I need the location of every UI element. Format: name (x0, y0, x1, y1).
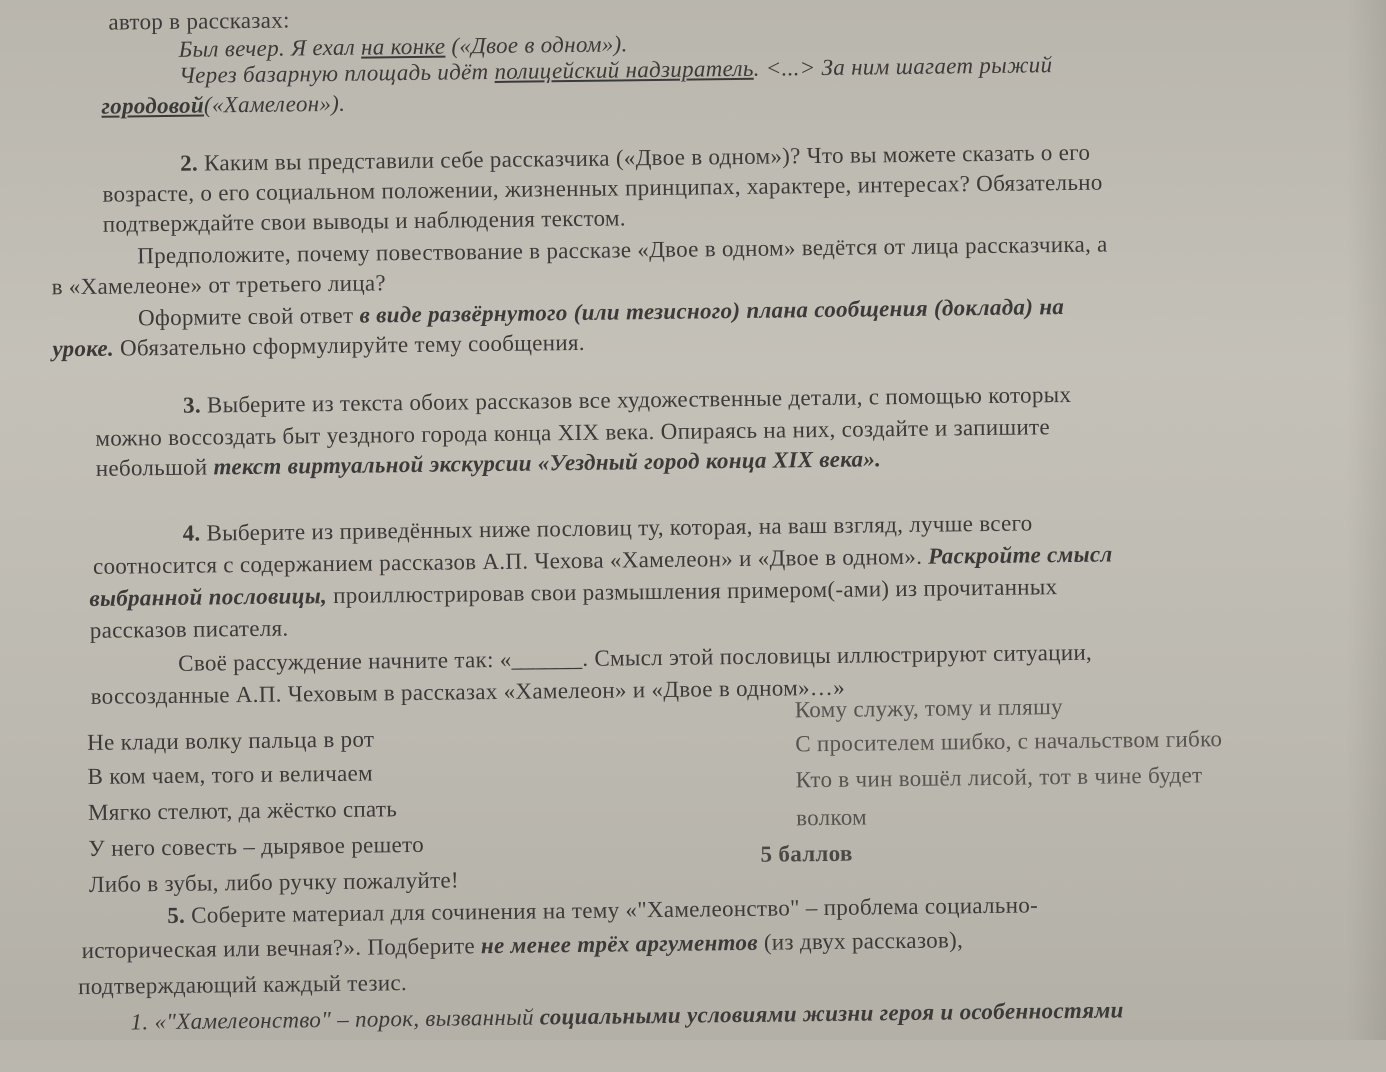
proverb-left-4: У него совесть – дырявое решето (88, 831, 425, 861)
quote-3 (101, 90, 345, 121)
task-3-text-3: небольшой (95, 454, 214, 481)
task-5-emphasis: не менее трёх аргументов (480, 929, 758, 959)
task-5-line-1 (167, 891, 1038, 930)
task-2-line-6 (138, 293, 1064, 332)
quote-1-source: («Двое в одном»). (445, 31, 628, 59)
page-edge-shadow (1346, 0, 1386, 1040)
task-2-line-4: Предположите, почему повествование в рассказе «Двое в одном» ведётся от лица рассказчика, а (137, 231, 1108, 269)
task-4-text-2: соотносится с содержанием рассказов А.П. Чехова «Хамелеон» и «Двое в одном». (92, 543, 929, 579)
task-2-line-5: в «Хамелеоне» от третьего лица? (51, 270, 387, 300)
task-2-line-7 (52, 329, 585, 364)
task-4-line-4: рассказов писателя. (89, 615, 289, 643)
task-2-format-text: Оформите свой ответ (137, 302, 360, 331)
task-3-text-1: Выберите из текста обоих рассказов все художественные детали, с помощью которых (200, 381, 1072, 418)
task-2-format-emphasis: в виде развёрнутого (или тезисного) плана сообщения (доклада) на (359, 294, 1065, 328)
task-5-line-2 (82, 926, 964, 965)
task-2-lesson-emphasis: уроке. (52, 335, 115, 362)
task-1-heading (250, 0, 348, 1)
task-4-line-6: воссозданные А.П. Чеховым в рассказах «Хамелеон» и «Двое в одном»…» (90, 674, 846, 709)
task-5-text-1: Соберите материал для сочинения на тему «"Хамелеонство" – проблема социально- (185, 892, 1039, 928)
proverb-right-2: С просителем шибко, с начальством гибко (795, 726, 1223, 757)
quote-3-underlined: городовой (101, 92, 205, 119)
task-3-line-2: можно воссоздать быт уездного города конца XIX века. Опираясь на них, создайте и запишите (95, 414, 1051, 451)
task-5-line-3: подтверждающий каждый тезис. (78, 970, 408, 1000)
task-4-text-3: проиллюстрировав свои размышления примером(-ами) из прочитанных (326, 574, 1058, 609)
proverb-right-3: Кто в чин вошёл лисой, тот в чине будет (795, 762, 1203, 793)
task-5-text-2: историческая или вечная?». Подберите (81, 933, 482, 964)
proverb-right-4: волком (795, 804, 868, 831)
quote-2-tail: . <...> За ним шагает рыжий (753, 52, 1053, 81)
task-2-line-2: возрасте, о его социальном положении, жизненных принципах, характере, интересах? Обязательно (102, 169, 1103, 207)
task-2-topic-text: Обязательно сформулируйте тему сообщения. (113, 329, 586, 361)
task-2-number: 2. (179, 150, 199, 176)
proverb-left-3: Мягко стелют, да жёстко спать (87, 796, 398, 825)
task-1-intro: автор в рассказах: (108, 7, 290, 35)
task-5-thesis-1-bold: социальными условиями жизни героя и особенностями (539, 997, 1124, 1030)
task-5-number: 5. (167, 902, 186, 929)
task-3-emphasis: текст виртуальной экскурсии «Уездный город конца XIX века». (213, 446, 882, 480)
proverb-left-1: Не клади волку пальца в рот (87, 726, 375, 755)
task-5-line-4 (130, 996, 1123, 1036)
proverb-left-5: Либо в зубы, либо ручку пожалуйте! (88, 867, 460, 897)
task-4-text-1: Выберите из приведённых ниже пословиц ту, которая, на ваш взгляд, лучше всего (200, 510, 1033, 546)
quote-3-source: («Хамелеон»). (203, 90, 346, 118)
quote-2-text: Через базарную площадь идёт (178, 58, 495, 88)
score-task-4: 5 баллов (760, 840, 853, 867)
task-5-text-3: (из двух рассказов), (757, 927, 964, 955)
proverb-right-1: Кому служу, тому и пляшу (794, 694, 1063, 723)
quote-1-underlined: на конке (360, 33, 446, 60)
task-4-emphasis-2: выбранной пословицы, (89, 583, 328, 611)
task-4-number: 4. (182, 520, 201, 546)
proverb-left-2: В ком чаем, того и величаем (87, 760, 374, 789)
task-3-number: 3. (182, 392, 202, 418)
task-5-thesis-1: 1. «"Хамелеонство" – порок, вызванный (130, 1004, 540, 1035)
task-4-line-5: Своё рассуждение начните так: «______. Смысл этой пословицы иллюстрируют ситуации, (178, 639, 1093, 676)
quote-2-underlined: полицейский надзиратель (494, 55, 754, 84)
quote-1-text: Был вечер. Я ехал (178, 34, 362, 62)
task-4-emphasis-1: Раскройте смысл (928, 541, 1113, 569)
task-2-text-1: Каким вы представили себе рассказчика («Двое в одном»)? Что вы можете сказать о его (197, 139, 1091, 176)
task-2-line-3: подтверждайте свои выводы и наблюдения текстом. (102, 205, 626, 237)
